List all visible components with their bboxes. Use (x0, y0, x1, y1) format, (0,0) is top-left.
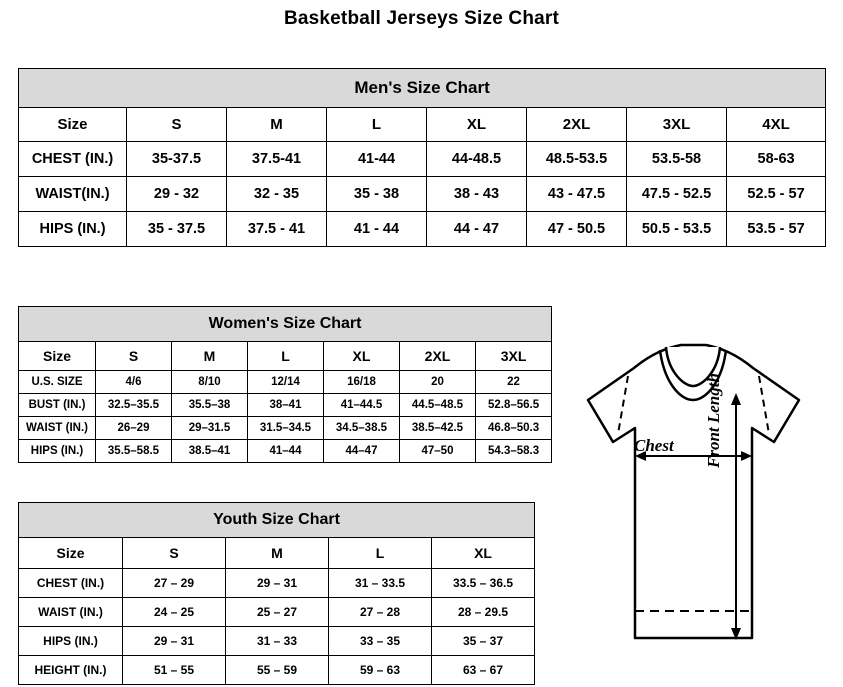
table-row (19, 598, 535, 627)
womens-row-label: BUST (IN.) (19, 394, 96, 417)
youth-header-cell: Size (19, 538, 123, 569)
jersey-illustration-icon (556, 338, 831, 668)
table-row (19, 394, 552, 417)
youth-row-label: HIPS (IN.) (19, 627, 123, 656)
youth-cell: 63 – 67 (432, 656, 535, 685)
mens-cell: 32 - 35 (227, 177, 327, 212)
table-row (19, 569, 535, 598)
mens-cell: 29 - 32 (127, 177, 227, 212)
youth-header-cell: L (329, 538, 432, 569)
mens-cell: 52.5 - 57 (727, 177, 826, 212)
youth-cell: 33 – 35 (329, 627, 432, 656)
mens-chart-title: Men's Size Chart (19, 69, 826, 108)
youth-row-label: WAIST (IN.) (19, 598, 123, 627)
mens-cell: 58-63 (727, 142, 826, 177)
mens-cell: 47.5 - 52.5 (627, 177, 727, 212)
womens-header-cell: L (248, 342, 324, 371)
womens-cell: 38.5–42.5 (400, 417, 476, 440)
table-row (19, 417, 552, 440)
mens-cell: 43 - 47.5 (527, 177, 627, 212)
youth-cell: 24 – 25 (123, 598, 226, 627)
table-row (19, 440, 552, 463)
womens-cell: 20 (400, 371, 476, 394)
mens-row-label: WAIST(IN.) (19, 177, 127, 212)
mens-cell: 37.5-41 (227, 142, 327, 177)
youth-cell: 59 – 63 (329, 656, 432, 685)
table-row (19, 142, 826, 177)
youth-header-cell: M (226, 538, 329, 569)
womens-cell: 41–44 (248, 440, 324, 463)
womens-row-label: U.S. SIZE (19, 371, 96, 394)
womens-chart-title: Women's Size Chart (19, 307, 552, 342)
youth-cell: 29 – 31 (226, 569, 329, 598)
womens-cell: 35.5–58.5 (96, 440, 172, 463)
womens-cell: 26–29 (96, 417, 172, 440)
front-length-label: Front Length (704, 373, 723, 468)
mens-cell: 53.5-58 (627, 142, 727, 177)
womens-header-cell: S (96, 342, 172, 371)
youth-cell: 51 – 55 (123, 656, 226, 685)
mens-header-cell: S (127, 108, 227, 142)
womens-cell: 35.5–38 (172, 394, 248, 417)
mens-cell: 44-48.5 (427, 142, 527, 177)
womens-cell: 47–50 (400, 440, 476, 463)
page-title: Basketball Jerseys Size Chart (283, 8, 560, 29)
youth-header-cell: XL (432, 538, 535, 569)
womens-row-label: WAIST (IN.) (19, 417, 96, 440)
womens-header-cell: Size (19, 342, 96, 371)
womens-header-cell: M (172, 342, 248, 371)
mens-cell: 41-44 (327, 142, 427, 177)
youth-row-label: CHEST (IN.) (19, 569, 123, 598)
womens-chart-title-row (19, 307, 552, 342)
youth-header-cell: S (123, 538, 226, 569)
mens-cell: 37.5 - 41 (227, 212, 327, 247)
mens-header-cell: Size (19, 108, 127, 142)
mens-cell: 35-37.5 (127, 142, 227, 177)
table-row (19, 177, 826, 212)
chest-label: Chest (634, 436, 674, 455)
mens-header-cell: 2XL (527, 108, 627, 142)
mens-header-cell: XL (427, 108, 527, 142)
womens-row-label: HIPS (IN.) (19, 440, 96, 463)
table-row (19, 656, 535, 685)
mens-cell: 44 - 47 (427, 212, 527, 247)
mens-cell: 41 - 44 (327, 212, 427, 247)
mens-header-cell: L (327, 108, 427, 142)
womens-cell: 34.5–38.5 (324, 417, 400, 440)
mens-cell: 35 - 38 (327, 177, 427, 212)
mens-header-row (19, 108, 826, 142)
youth-header-row (19, 538, 535, 569)
womens-header-cell: 2XL (400, 342, 476, 371)
womens-header-cell: 3XL (476, 342, 552, 371)
youth-cell: 35 – 37 (432, 627, 535, 656)
table-row (19, 371, 552, 394)
mens-cell: 53.5 - 57 (727, 212, 826, 247)
mens-row-label: HIPS (IN.) (19, 212, 127, 247)
womens-cell: 12/14 (248, 371, 324, 394)
youth-row-label: HEIGHT (IN.) (19, 656, 123, 685)
youth-size-chart-table (18, 502, 535, 685)
youth-cell: 31 – 33.5 (329, 569, 432, 598)
table-row (19, 212, 826, 247)
mens-cell: 38 - 43 (427, 177, 527, 212)
womens-cell: 54.3–58.3 (476, 440, 552, 463)
youth-cell: 29 – 31 (123, 627, 226, 656)
womens-cell: 22 (476, 371, 552, 394)
womens-cell: 4/6 (96, 371, 172, 394)
mens-cell: 50.5 - 53.5 (627, 212, 727, 247)
mens-size-chart-table (18, 68, 826, 247)
womens-size-chart-table (18, 306, 552, 463)
youth-chart-title: Youth Size Chart (19, 503, 535, 538)
mens-chart-title-row (19, 69, 826, 108)
womens-cell: 32.5–35.5 (96, 394, 172, 417)
youth-cell: 28 – 29.5 (432, 598, 535, 627)
mens-cell: 48.5-53.5 (527, 142, 627, 177)
youth-cell: 31 – 33 (226, 627, 329, 656)
womens-cell: 41–44.5 (324, 394, 400, 417)
mens-header-cell: M (227, 108, 327, 142)
mens-row-label: CHEST (IN.) (19, 142, 127, 177)
womens-header-cell: XL (324, 342, 400, 371)
womens-cell: 38–41 (248, 394, 324, 417)
mens-cell: 47 - 50.5 (527, 212, 627, 247)
youth-cell: 27 – 29 (123, 569, 226, 598)
womens-header-row (19, 342, 552, 371)
womens-cell: 8/10 (172, 371, 248, 394)
womens-cell: 38.5–41 (172, 440, 248, 463)
womens-cell: 44–47 (324, 440, 400, 463)
youth-chart-title-row (19, 503, 535, 538)
youth-cell: 27 – 28 (329, 598, 432, 627)
womens-cell: 52.8–56.5 (476, 394, 552, 417)
womens-cell: 31.5–34.5 (248, 417, 324, 440)
shirt-measurement-diagram (556, 338, 831, 668)
womens-cell: 46.8–50.3 (476, 417, 552, 440)
youth-cell: 25 – 27 (226, 598, 329, 627)
womens-cell: 29–31.5 (172, 417, 248, 440)
womens-cell: 44.5–48.5 (400, 394, 476, 417)
jersey-outline (588, 345, 799, 638)
womens-cell: 16/18 (324, 371, 400, 394)
youth-cell: 33.5 – 36.5 (432, 569, 535, 598)
mens-header-cell: 3XL (627, 108, 727, 142)
table-row (19, 627, 535, 656)
youth-cell: 55 – 59 (226, 656, 329, 685)
mens-cell: 35 - 37.5 (127, 212, 227, 247)
mens-header-cell: 4XL (727, 108, 826, 142)
